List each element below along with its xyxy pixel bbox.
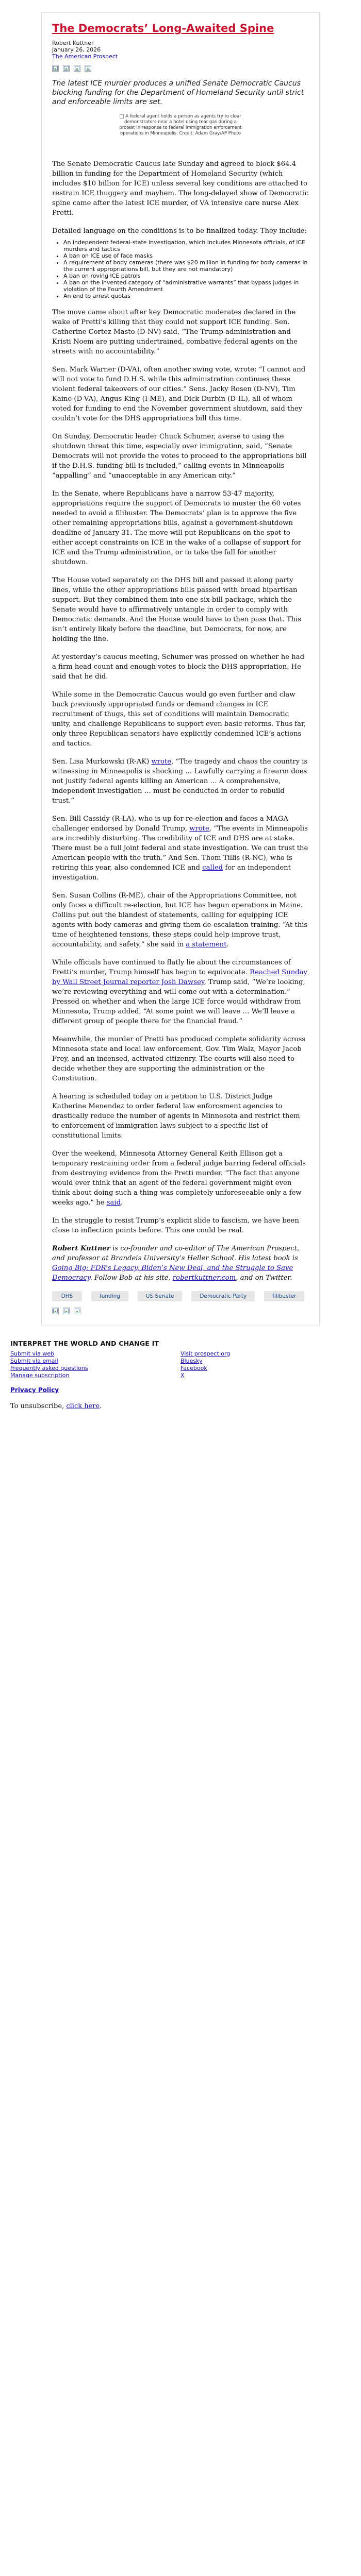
paragraph: In the Senate, where Republicans have a narrow 53-47 majority, appropriations require the support of Democrats to muster the 60 votes needed to avoid a filibuster. The Democrats’ plan is to approve the five other remaining appropriations bills, against a government-shutdown deadline of January 31. The move will put Republicans on the spot to either accept constraints on ICE in the wake of a collapse of support for ICE and the Trump administration, or to take the fall for another shutdown. [52,490,301,566]
author-name: Robert Kuttner [52,40,94,46]
text-run: While officials have continued to flatly lie about the circumstances of Pretti’s murder, Trump himself has begun to equivocate. [52,959,291,976]
footer-links [10,1350,351,1379]
paragraph: Meanwhile, the murder of Pretti has produced complete solidarity across Minnesota state and local law enforcement, Gov. Tim Walz, Mayor Jacob Frey, and an incensed, activated citizenry. The courts will also need to decide whether they are supporting the administration or the Constitution. [52,1036,306,1082]
cassidy-statement-link[interactable]: wrote [189,825,209,833]
manage-subscription-link[interactable]: Manage subscription [10,1372,70,1379]
text-run: Sen. Lisa Murkowski (R-AK) [52,758,152,766]
footer-left-column [10,1350,180,1379]
text-run: , and on Twitter. [236,1274,292,1282]
author-site-link[interactable]: robertkuttner.com [172,1274,236,1282]
text-run: , and professor at Brandeis University’s Heller School. His latest book is [52,1245,300,1262]
tag-filibuster[interactable]: filibuster [264,1291,304,1301]
text-run: for an independent investigation. [52,864,291,882]
list-item: • An independent federal-state investigation, which includes Minnesota officials, of ICE murders and tactics [63,239,309,252]
facebook-share-icon[interactable] [52,65,59,72]
photo-caption-text: A federal agent holds a person as agents try to clear demonstrators near a hotel using tear gas during a protest in response to federal immigration enforcement operations in Minneapolis. Credit: Adam Gray/AP Photo [119,114,242,136]
publication-link[interactable]: The American Prospect [52,53,118,60]
paragraph: A hearing is scheduled today on a petition to U.S. District Judge Katherine Menendez to order federal law enforcement agencies to drastically reduce the number of agents in Minnesota and restrict them to enforcement of immigration laws subject to a specific list of constitutional limits. [52,1093,300,1140]
bluesky-link[interactable]: Bluesky [180,1358,203,1364]
text-run: . Follow Bob at his site, [90,1274,173,1282]
facebook-link[interactable]: Facebook [180,1365,207,1371]
paragraph: The move came about after key Democratic moderates declared in the wake of Pretti’s killing that they could not support ICE funding. Sen. Catherine Cortez Masto (D-NV) said, “The Trump administration and Kristi Noem are putting undertrained, combative federal agents on the streets with no accountability.” [52,309,298,355]
article-body [52,159,309,1235]
email-share-icon[interactable] [85,65,91,72]
wsj-report-link[interactable]: Reached Sunday by Wall Street Journal reporter Josh Dawsey [52,969,307,986]
paragraph: The Senate Democratic Caucus late Sunday and agreed to block $64.4 billion in funding for the Department of Homeland Security (which includes $10 billion for ICE) unless several key conditions are attached to restrain ICE thuggery and mayhem. The long-delayed show of Democratic spine came after the latest ICE murder, of VA intensive care nurse Alex Pretti. [52,160,309,217]
text-run: . [226,941,229,948]
text-run: . [100,1402,102,1410]
unsubscribe-link[interactable]: click here [66,1402,100,1410]
faq-link[interactable]: Frequently asked questions [10,1365,88,1371]
paragraph: In the struggle to resist Trump’s explicit slide to fascism, we have been close to inflection points before. This one could be real. [52,1217,299,1234]
book-link[interactable]: Going Big: FDR’s Legacy, Biden’s New Deal, and the Struggle to Save Democracy [52,1264,293,1282]
tag-funding[interactable]: funding [91,1291,128,1301]
author-bio [52,1244,309,1283]
text-run: is co-founder and co-editor of [110,1245,217,1252]
text-run: , “The events in Minneapolis are incredibly disturbing. The credibility of ICE and DHS are at stake. There must be a full joint federal and state investigation. We can trust the American people with the truth.” And Sen. Thom Tillis (R-NC), who is retiring this year, also condemned ICE and [52,825,308,872]
article-dek: The latest ICE murder produces a unified Senate Democratic Caucus blocking funding for the Department of Homeland Security until strict and enforceable limits are set. [52,79,304,106]
broken-image-icon [120,114,124,118]
ellison-quote-link[interactable]: said [106,1199,121,1207]
bottom-share-row [52,1308,309,1314]
tillis-statement-link[interactable]: called [202,864,223,872]
collins-statement-link[interactable]: a statement [186,941,227,948]
article-card [41,12,320,1326]
paragraph: While some in the Democratic Caucus would go even further and claw back previously appropriated funds or demand changes in ICE recruitment of thugs, this set of conditions will maintain Democratic unity, and challenge Republicans to support even basic reforms. Thus far, only three Republican senators have explicitly condemned ICE’s actions and tactics. [52,691,306,748]
paragraph [52,814,309,883]
unsubscribe-row [10,1402,361,1411]
list-item: • A ban on ICE use of face masks [63,252,309,259]
text-run: . [121,1199,123,1207]
tag-list [52,1291,309,1301]
paragraph: The House voted separately on the DHS bill and passed it along party lines, while the other appropriations bills passed with broad bipartisan support. But they combined them into one six-bill package, which the Senate would have to affirmatively untangle in order to comply with Democratic demands. And the House would have to then pass that. This isn’t entirely likely before the deadline, but Democrats, for now, are holding the line. [52,577,302,643]
paragraph: Sen. Mark Warner (D-VA), often another swing vote, wrote: “I cannot and will not vote to fund D.H.S. while this administration continues these violent federal takeovers of our cities.” Sens. Jacky Rosen (D-NV), Tim Kaine (D-VA), Angus King (I-ME), and Dick Durbin (D-IL), all of whom voted for funding to end the November government shutdown, said they couldn’t vote for the DHS appropriations bill this time. [52,366,306,422]
text-run: Sen. Bill Cassidy (R-LA), who is up for re-election and faces a MAGA challenger endorsed by Donald Trump, [52,815,288,833]
x-share-icon[interactable] [63,65,70,72]
photo-caption [116,114,245,137]
privacy-policy-link[interactable]: Privacy Policy [10,1386,59,1394]
byline-block [52,40,309,60]
share-row [52,65,309,72]
footer-right-column [180,1350,351,1379]
text-run: Sen. Susan Collins (R-ME), chair of the Appropriations Committee, not only faces a difficult re-election, but ICE has begun operations in Maine. Collins put out the blandest of statements, calling for equipping ICE agents with body cameras and giving them de-escalation training. “At this time of heightened tensions, these steps could help improve trust, accountability, and safety,” she said in [52,892,308,948]
text-run: , “The tragedy and chaos the country is witnessing in Minneapolis is shocking … Lawfully carrying a firearm does not justify federal agents killing an American … A comprehensive, independent investigation … must be conducted in order to rebuild trust.” [52,758,308,805]
submit-via-web-link[interactable]: Submit via web [10,1350,55,1357]
paragraph [52,1149,309,1208]
x-link[interactable]: X [180,1372,185,1379]
unsubscribe-text: To unsubscribe, [10,1402,67,1410]
text-run: Over the weekend, Minnesota Attorney General Keith Ellison got a temporary restraining order from a federal judge barring federal officials from destroying evidence from the Pretti murder. “The fact that anyone would ever think that an agent of the federal government might even think about doing such a thing was completely unforeseeable only a few weeks ago,” he [52,1150,306,1207]
text-run: , Trump said, “We’re looking, we’re reviewing everything and will come out with a determination.” Pressed on whether and when the large ICE force would withdraw from Minnesota, Trump added, “At some point we will leave … We’ll leave a different group of people there for the financial fraud.” [52,978,305,1025]
paragraph [52,958,309,1026]
conditions-list [52,239,309,299]
paragraph: On Sunday, Democratic leader Chuck Schumer, averse to using the shutdown threat this time, especially over immigration, said, “Senate Democrats will not provide the votes to proceed to the appropriations bill if the D.H.S. funding bill is included,” calling events in Minneapolis “appalling” and “unacceptable in any American city.” [52,433,307,480]
article-title[interactable]: The Democrats’ Long-Awaited Spine [52,22,274,35]
x-share-icon[interactable] [63,1308,70,1314]
murkowski-statement-link[interactable]: wrote [151,758,172,766]
list-item: • An end to arrest quotas [63,293,309,299]
paragraph: At yesterday’s caucus meeting, Schumer was pressed on whether he had a firm head count and enough votes to block the DHS appropriation. He said that he did. [52,653,305,681]
publish-date: January 26, 2026 [52,46,101,53]
tag-dhs[interactable]: DHS [52,1291,82,1301]
tag-democratic-party[interactable]: Democratic Party [191,1291,255,1301]
bluesky-share-icon[interactable] [74,65,80,72]
paragraph [52,757,309,806]
list-item: • A ban on the invented category of “administrative warrants” that bypass judges in violation of the Fourth Amendment [63,279,309,293]
text-run: The American Prospect [216,1245,297,1252]
list-item: • A requirement of body cameras (there was $20 million in funding for body cameras in the current appropriations bill, but they are not mandatory) [63,259,309,273]
bio-author-name: Robert Kuttner [52,1245,110,1252]
paragraph: Detailed language on the conditions is to be finalized today. They include: [52,227,307,235]
footer [10,1340,351,1379]
bluesky-share-icon[interactable] [74,1308,80,1314]
submit-via-email-link[interactable]: Submit via email [10,1358,58,1364]
footer-heading: INTERPRET THE WORLD AND CHANGE IT [10,1340,159,1347]
facebook-share-icon[interactable] [52,1308,59,1314]
tag-us-senate[interactable]: US Senate [138,1291,182,1301]
visit-prospect-link[interactable]: Visit prospect.org [180,1350,231,1357]
list-item: • A ban on roving ICE patrols [63,273,309,279]
paragraph [52,891,309,950]
privacy-row [10,1386,361,1394]
